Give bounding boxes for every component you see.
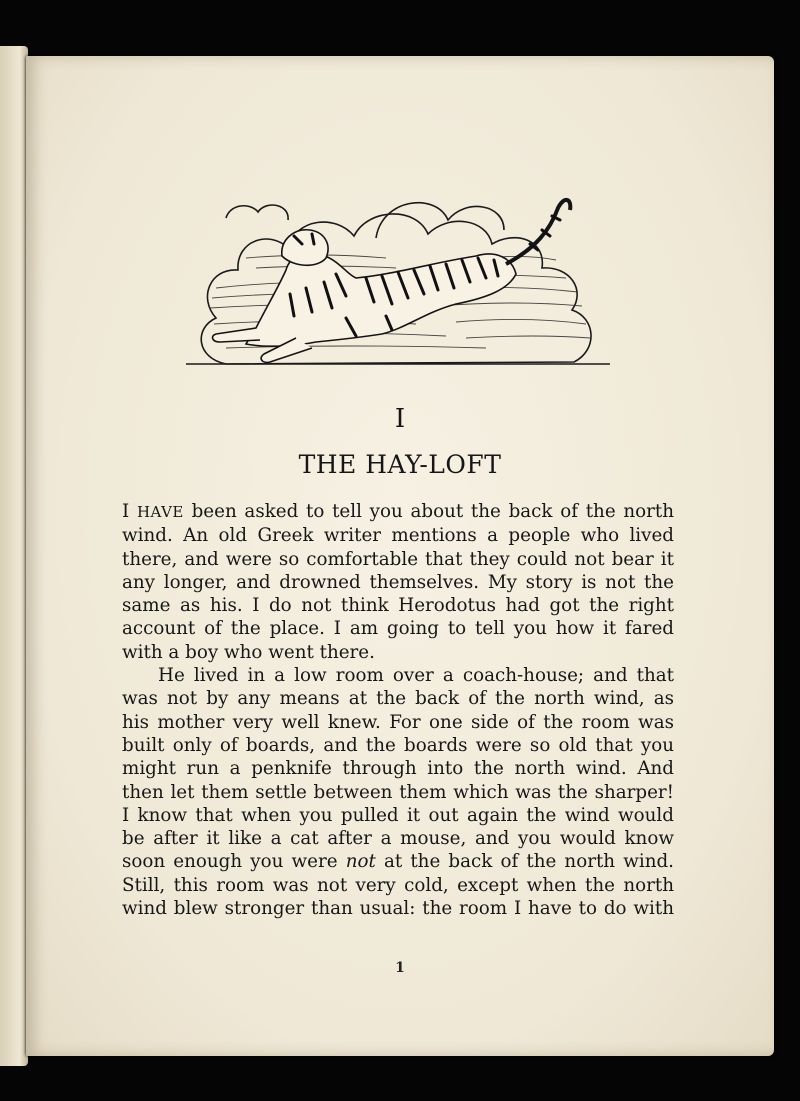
text-line: be after it like a cat after a mouse, and you would know	[122, 828, 674, 850]
line-end: at the back of the north wind.	[375, 851, 674, 873]
paragraph-1	[122, 500, 674, 664]
opening-letter: I	[122, 501, 137, 522]
text-line	[122, 500, 674, 524]
facing-page-edge	[0, 46, 28, 1066]
line-start: soon enough you were	[122, 851, 346, 873]
page-number: 1	[395, 960, 405, 976]
text-line: then let them settle between them which was the sharper!	[122, 781, 674, 803]
text-line: his mother very well knew. For one side of the room was	[122, 711, 674, 733]
chapter-body	[122, 500, 674, 920]
text-line: any longer, and drowned themselves. My story is not the	[122, 571, 674, 593]
text-line: wind. An old Greek writer mentions a people who lived	[122, 525, 674, 547]
text-line: built only of boards, and the boards were so old that you	[122, 734, 674, 756]
text-line: wind blew stronger than usual: the room I have to do with	[122, 898, 674, 920]
italic-word: not	[345, 851, 376, 873]
text-line: I know that when you pulled it out again the wind would	[122, 804, 674, 826]
text-line: same as his. I do not think Herodotus had got the right	[122, 595, 674, 617]
text-line: was not by any means at the back of the north wind, as	[122, 688, 674, 710]
text-line: account of the place. I am going to tell you how it fared	[122, 618, 674, 640]
small-caps-word: HAVE	[136, 503, 184, 521]
paragraph-2	[122, 664, 674, 920]
text-line	[122, 850, 674, 873]
chapter-number: I	[394, 404, 406, 434]
text-line: Still, this room was not very cold, except when the north	[122, 874, 674, 896]
line-rest: been asked to tell you about the back of the north	[183, 501, 674, 522]
tiger-in-clouds-illustration-icon	[186, 178, 610, 374]
text-line: with a boy who went there.	[122, 641, 375, 663]
text-line: He lived in a low room over a coach-house; and that	[158, 665, 674, 687]
text-line: might run a penknife through into the north wind. And	[122, 758, 674, 780]
chapter-title: THE HAY-LOFT	[298, 450, 502, 479]
text-line: there, and were so comfortable that they could not bear it	[122, 548, 674, 570]
